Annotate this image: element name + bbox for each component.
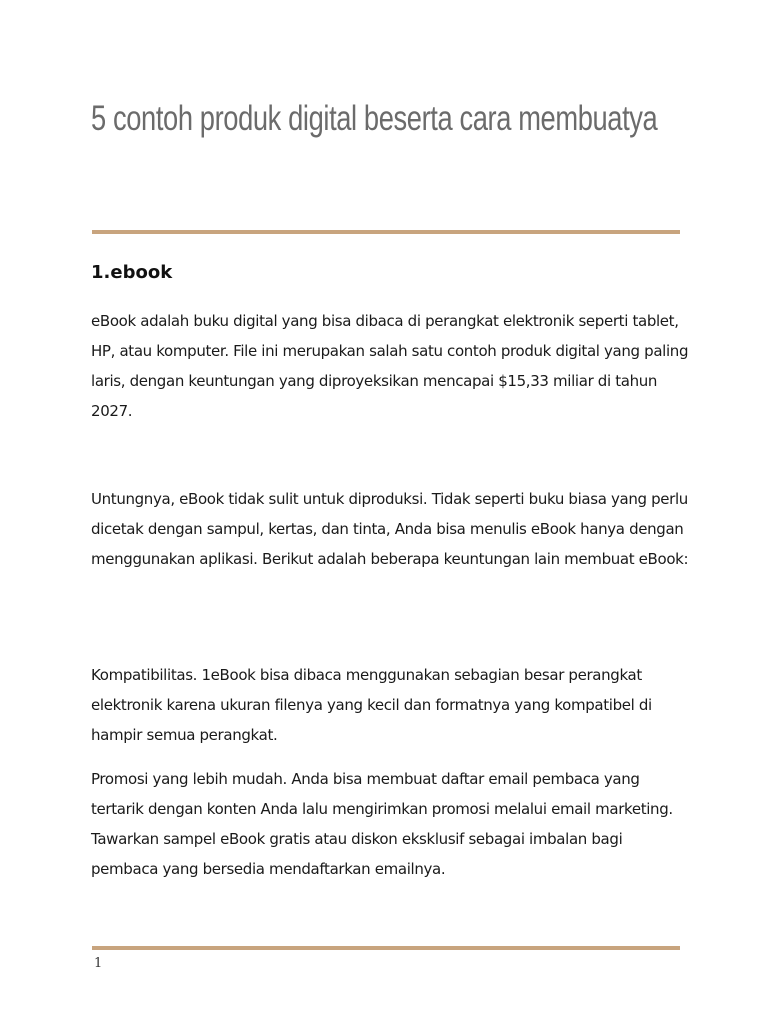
- section-heading: 1.ebook: [91, 262, 173, 283]
- paragraph-promotion: Promosi yang lebih mudah. Anda bisa membuat daftar email pembaca yang tertarik dengan konten Anda lalu mengirimkan promosi melalui email marketing. Tawarkan sampel eBook gratis atau diskon eksklusif sebagai imbalan bagi pembaca yang bersedia mendaftarkan emailnya.: [91, 770, 673, 878]
- bottom-divider: [92, 946, 680, 950]
- paragraph-ebook-definition: eBook adalah buku digital yang bisa dibaca di perangkat elektronik seperti tablet, HP, atau komputer. File ini merupakan salah satu contoh produk digital yang paling laris, dengan keuntungan yang diproyeksikan mencapai $15,33 miliar di tahun 2027.: [91, 312, 689, 420]
- document-title: 5 contoh produk digital beserta cara membuatya: [91, 99, 658, 138]
- paragraph-compatibility: Kompatibilitas. 1eBook bisa dibaca menggunakan sebagian besar perangkat elektronik karena ukuran filenya yang kecil dan formatnya yang kompatibel di hampir semua perangkat.: [91, 666, 652, 744]
- top-divider: [92, 230, 680, 234]
- page-number: 1: [94, 956, 103, 971]
- paragraph-ebook-production: Untungnya, eBook tidak sulit untuk diproduksi. Tidak seperti buku biasa yang perlu dicetak dengan sampul, kertas, dan tinta, Anda bisa menulis eBook hanya dengan menggunakan aplikasi. Berikut adalah beberapa keuntungan lain membuat eBook:: [91, 490, 689, 568]
